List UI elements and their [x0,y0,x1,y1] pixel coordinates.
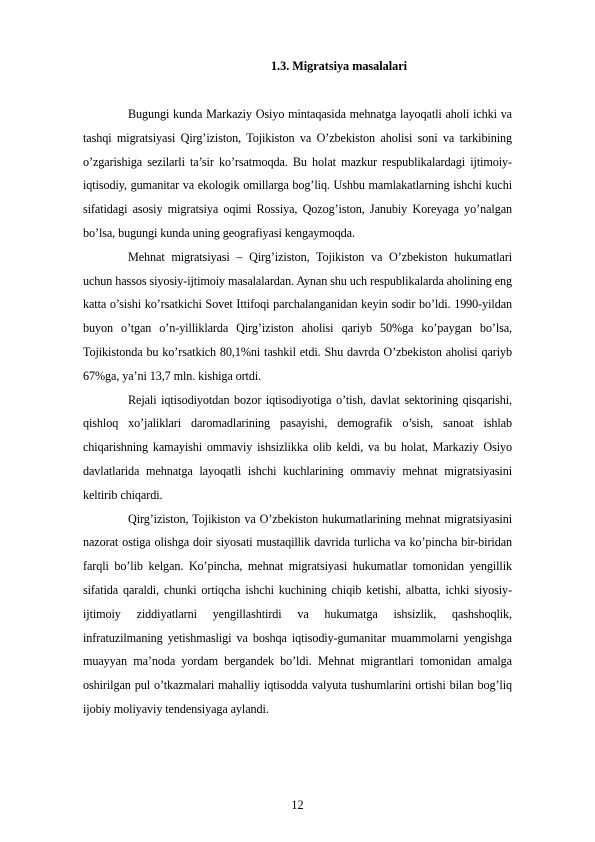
section-heading: 1.3. Migratsiya masalalari [270,59,408,73]
paragraph: Bugungi kunda Markaziy Osiyo mintaqasida mehnatga layoqatli aholi ichki va tashqi migratsiyasi Qirg’iziston, Tojikiston va O’zbekiston aholisi soni va tarkibining o’zgarishiga sezilarli ta’sir ko’rsatmoqda. Bu holat mazkur respublikalardagi ijtimoiy-iqtisodiy, gumanitar va ekologik omillarga bog’liq. Ushbu mamlakatlarning ishchi kuchi sifatidagi asosiy migratsiya oqimi Rossiya, Qozog’iston, Janubiy Koreyaga yo’nalgan bo’lsa, bugungi kunda uning geografiyasi kengaymoqda. [83,107,512,240]
page-number: 12 [291,798,304,812]
body-text [83,103,512,722]
paragraph: Rejali iqtisodiyotdan bozor iqtisodiyotiga o’tish, davlat sektorining qisqarishi, qishloq xo’jaliklari daromadlarining pasayishi, demografik o’sish, sanoat ishlab chiqarishning kamayishi ommaviy ishsizlikka olib keldi, va bu holat, Markaziy Osiyo davlatlarida mehnatga layoqatli ishchi kuchlarining ommaviy mehnat migratsiyasini keltirib chiqardi. [83,392,512,502]
paragraph: Mehnat migratsiyasi – Qirg’iziston, Tojikiston va O’zbekiston hukumatlari uchun hassos siyosiy-ijtimoiy masalalardan. Aynan shu uch respublikalarda aholining eng katta o’sishi ko’rsatkichi Sovet Ittifoqi parchalanganidan keyin sodir bo’ldi. 1990-yildan buyon o’tgan o’n-yilliklarda Qirg’iziston aholisi qariyb 50%ga ko’paygan bo’lsa, Tojikistonda bu ko’rsatkich 80,1%ni tashkil etdi. Shu davrda O’zbekiston aholisi qariyb 67%ga, ya’ni 13,7 mln. kishiga ortdi. [83,249,512,383]
paragraph: Qirg’iziston, Tojikiston va O’zbekiston hukumatlarining mehnat migratsiyasini nazorat ostiga olishga doir siyosati mustaqillik davrida turlicha va ko’pincha bir-biridan farqli bo’lib kelgan. Ko’pincha, mehnat migratsiyasi hukumatlar tomonidan yengillik sifatida qaraldi, chunki ortiqcha ishchi kuchining chiqib ketishi, albatta, ichki siyosiy-ijtimoiy ziddiyatlarni yengillashtirdi va hukumatga ishsizlik, qashshoqlik, infratuzilmaning yetishmasligi va boshqa iqtisodiy-gumanitar muammolarni yengishga muayyan ma’noda yordam bergandek bo’ldi. Mehnat migrantlari tomonidan amalga oshirilgan pul o’tkazmalari mahalliy iqtisodda valyuta tushumlarini ortishi bilan bog’liq ijobiy moliyaviy tendensiyaga aylandi. [83,511,512,716]
